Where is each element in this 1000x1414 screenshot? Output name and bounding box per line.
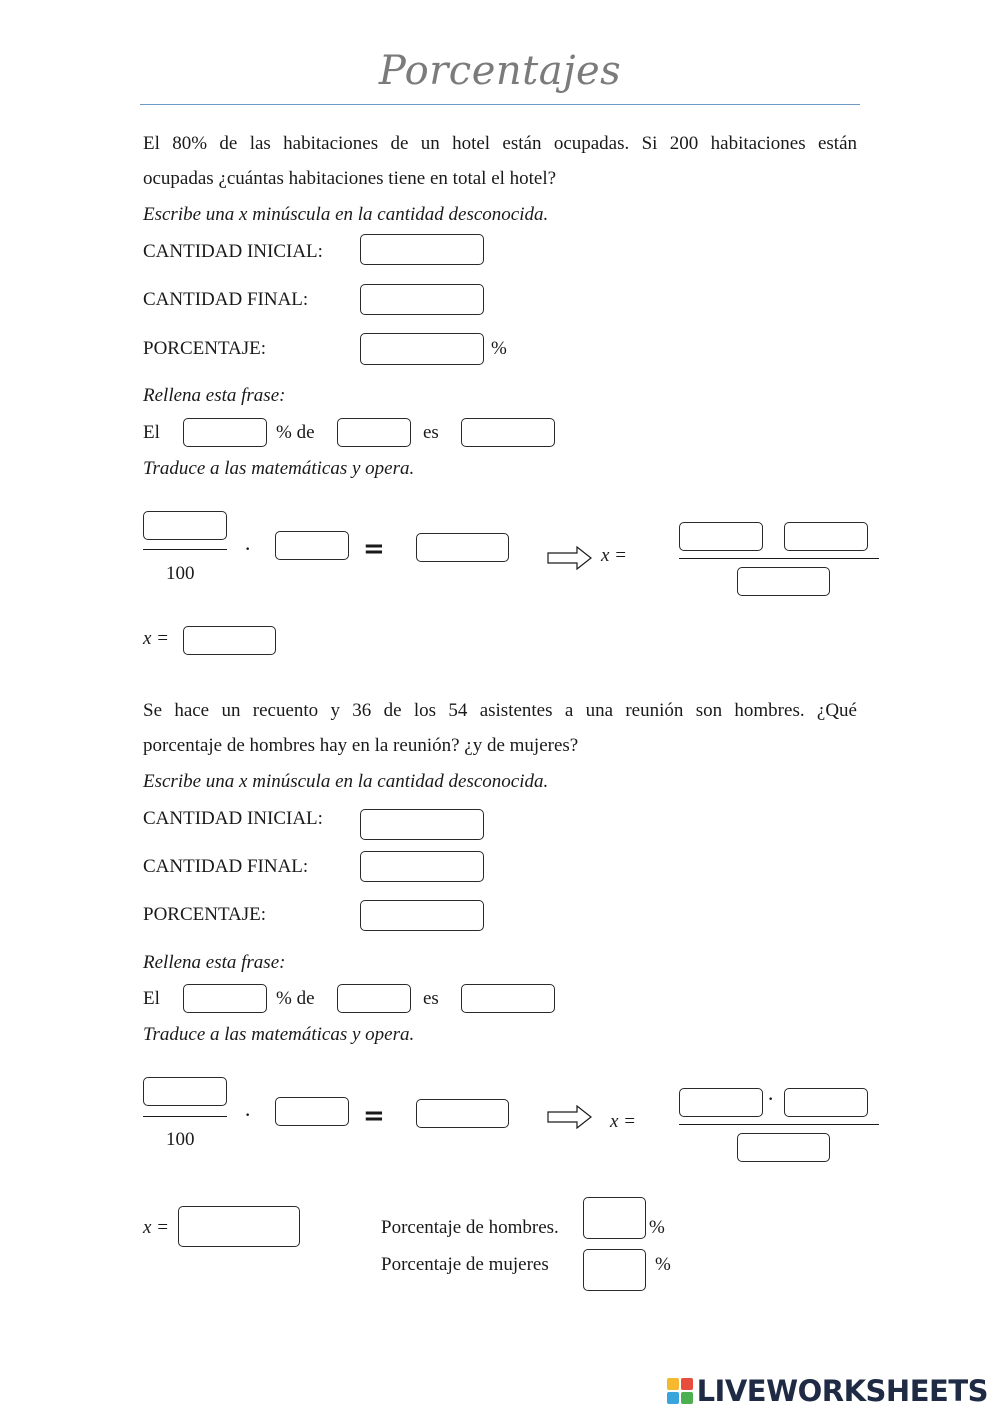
problem1-initial-input[interactable] (360, 234, 484, 265)
problem2-label-initial: CANTIDAD INICIAL: (143, 808, 323, 829)
problem2-label-percent: PORCENTAJE: (143, 904, 267, 925)
problem1-label-percent: PORCENTAJE: (143, 338, 267, 359)
problem1-factor-input[interactable] (275, 531, 349, 560)
problem2-fill-instruction: Rellena esta frase: (143, 952, 286, 973)
problem1-percent-sign: % (491, 338, 507, 359)
problem2-equals-sign: = (363, 1101, 385, 1131)
problem1-statement-line1: El 80% de las habitaciones de un hotel están ocupadas. Si 200 habitaciones están (143, 133, 857, 154)
problem1-result-label: x = (143, 628, 170, 649)
problem2-translate-instruction: Traduce a las matemáticas y opera. (143, 1024, 415, 1045)
problem1-translate-instruction: Traduce a las matemáticas y opera. (143, 458, 415, 479)
problem1-final-input[interactable] (360, 284, 484, 315)
problem2-initial-input[interactable] (360, 809, 484, 840)
problem2-result-input[interactable] (178, 1206, 300, 1247)
problem1-denominator: 100 (166, 563, 195, 584)
problem1-sentence-base-input[interactable] (337, 418, 411, 447)
problem2-fraction-numerator-input[interactable] (143, 1077, 227, 1106)
liveworksheets-logo-icon (667, 1378, 693, 1404)
problem1-sentence-result-input[interactable] (461, 418, 555, 447)
problem1-solve-fraction-bar (679, 558, 879, 559)
problem1-fraction-numerator-input[interactable] (143, 511, 227, 540)
problem1-equals-sign: = (363, 534, 385, 564)
arrow-right-icon (547, 1105, 593, 1129)
logo-tile-4 (681, 1392, 693, 1404)
problem1-sentence-percent-input[interactable] (183, 418, 267, 447)
page-title: Porcentajes (378, 48, 622, 94)
problem2-product-input[interactable] (416, 1099, 509, 1128)
problem2-label-men: Porcentaje de hombres. (381, 1217, 559, 1238)
problem2-statement-line1: Se hace un recuento y 36 de los 54 asistentes a una reunión son hombres. ¿Qué (143, 700, 857, 721)
problem2-solve-numerator-right-input[interactable] (784, 1088, 868, 1117)
problem2-solve-numerator-left-input[interactable] (679, 1088, 763, 1117)
problem2-men-percent-input[interactable] (583, 1197, 646, 1239)
problem1-instruction: Escribe una x minúscula en la cantidad desconocida. (143, 204, 549, 225)
problem1-multiply-dot: · (244, 536, 252, 561)
problem1-solve-numerator-right-input[interactable] (784, 522, 868, 551)
problem2-final-input[interactable] (360, 851, 484, 882)
logo-tile-2 (681, 1378, 693, 1390)
problem1-solve-denominator-input[interactable] (737, 567, 830, 596)
problem1-x-equals: x = (601, 545, 628, 566)
problem1-fraction-bar (143, 549, 227, 550)
problem1-sentence-pct-de: % de (276, 422, 315, 443)
problem2-x-equals: x = (610, 1111, 637, 1132)
problem1-result-input[interactable] (183, 626, 276, 655)
problem1-product-input[interactable] (416, 533, 509, 562)
problem1-statement-line2: ocupadas ¿cuántas habitaciones tiene en total el hotel? (143, 168, 557, 189)
problem2-factor-input[interactable] (275, 1097, 349, 1126)
problem2-sentence-pct-de: % de (276, 988, 315, 1009)
problem1-label-initial: CANTIDAD INICIAL: (143, 241, 323, 262)
problem2-multiply-dot: · (244, 1102, 252, 1127)
arrow-right-icon (547, 546, 593, 570)
liveworksheets-logo (667, 1374, 988, 1408)
problem2-women-percent-sign: % (655, 1254, 671, 1275)
problem2-men-percent-sign: % (649, 1217, 665, 1238)
problem2-women-percent-input[interactable] (583, 1249, 646, 1291)
problem2-instruction: Escribe una x minúscula en la cantidad desconocida. (143, 771, 549, 792)
problem2-statement (143, 693, 857, 763)
problem2-sentence-es: es (423, 988, 439, 1009)
problem2-sentence-base-input[interactable] (337, 984, 411, 1013)
problem2-sentence-result-input[interactable] (461, 984, 555, 1013)
title-underline (140, 104, 860, 105)
problem1-solve-numerator-left-input[interactable] (679, 522, 763, 551)
problem2-solve-fraction-bar (679, 1124, 879, 1125)
problem1-sentence-el: El (143, 422, 160, 443)
liveworksheets-brand-text: LIVEWORKSHEETS (696, 1374, 988, 1408)
logo-tile-3 (667, 1392, 679, 1404)
problem2-sentence-el: El (143, 988, 160, 1009)
problem1-sentence-es: es (423, 422, 439, 443)
problem2-result-label: x = (143, 1217, 170, 1238)
problem2-label-final: CANTIDAD FINAL: (143, 856, 309, 877)
problem1-label-final: CANTIDAD FINAL: (143, 289, 309, 310)
problem2-fraction-bar (143, 1116, 227, 1117)
problem2-solve-multiply-dot: · (767, 1086, 775, 1111)
problem2-statement-line2: porcentaje de hombres hay en la reunión? ¿y de mujeres? (143, 735, 579, 756)
problem2-denominator: 100 (166, 1129, 195, 1150)
problem2-percent-input[interactable] (360, 900, 484, 931)
logo-tile-1 (667, 1378, 679, 1390)
problem1-statement (143, 126, 857, 196)
problem1-percent-input[interactable] (360, 333, 484, 365)
problem1-fill-instruction: Rellena esta frase: (143, 385, 286, 406)
problem2-label-women: Porcentaje de mujeres (381, 1254, 549, 1275)
problem2-sentence-percent-input[interactable] (183, 984, 267, 1013)
problem2-solve-denominator-input[interactable] (737, 1133, 830, 1162)
